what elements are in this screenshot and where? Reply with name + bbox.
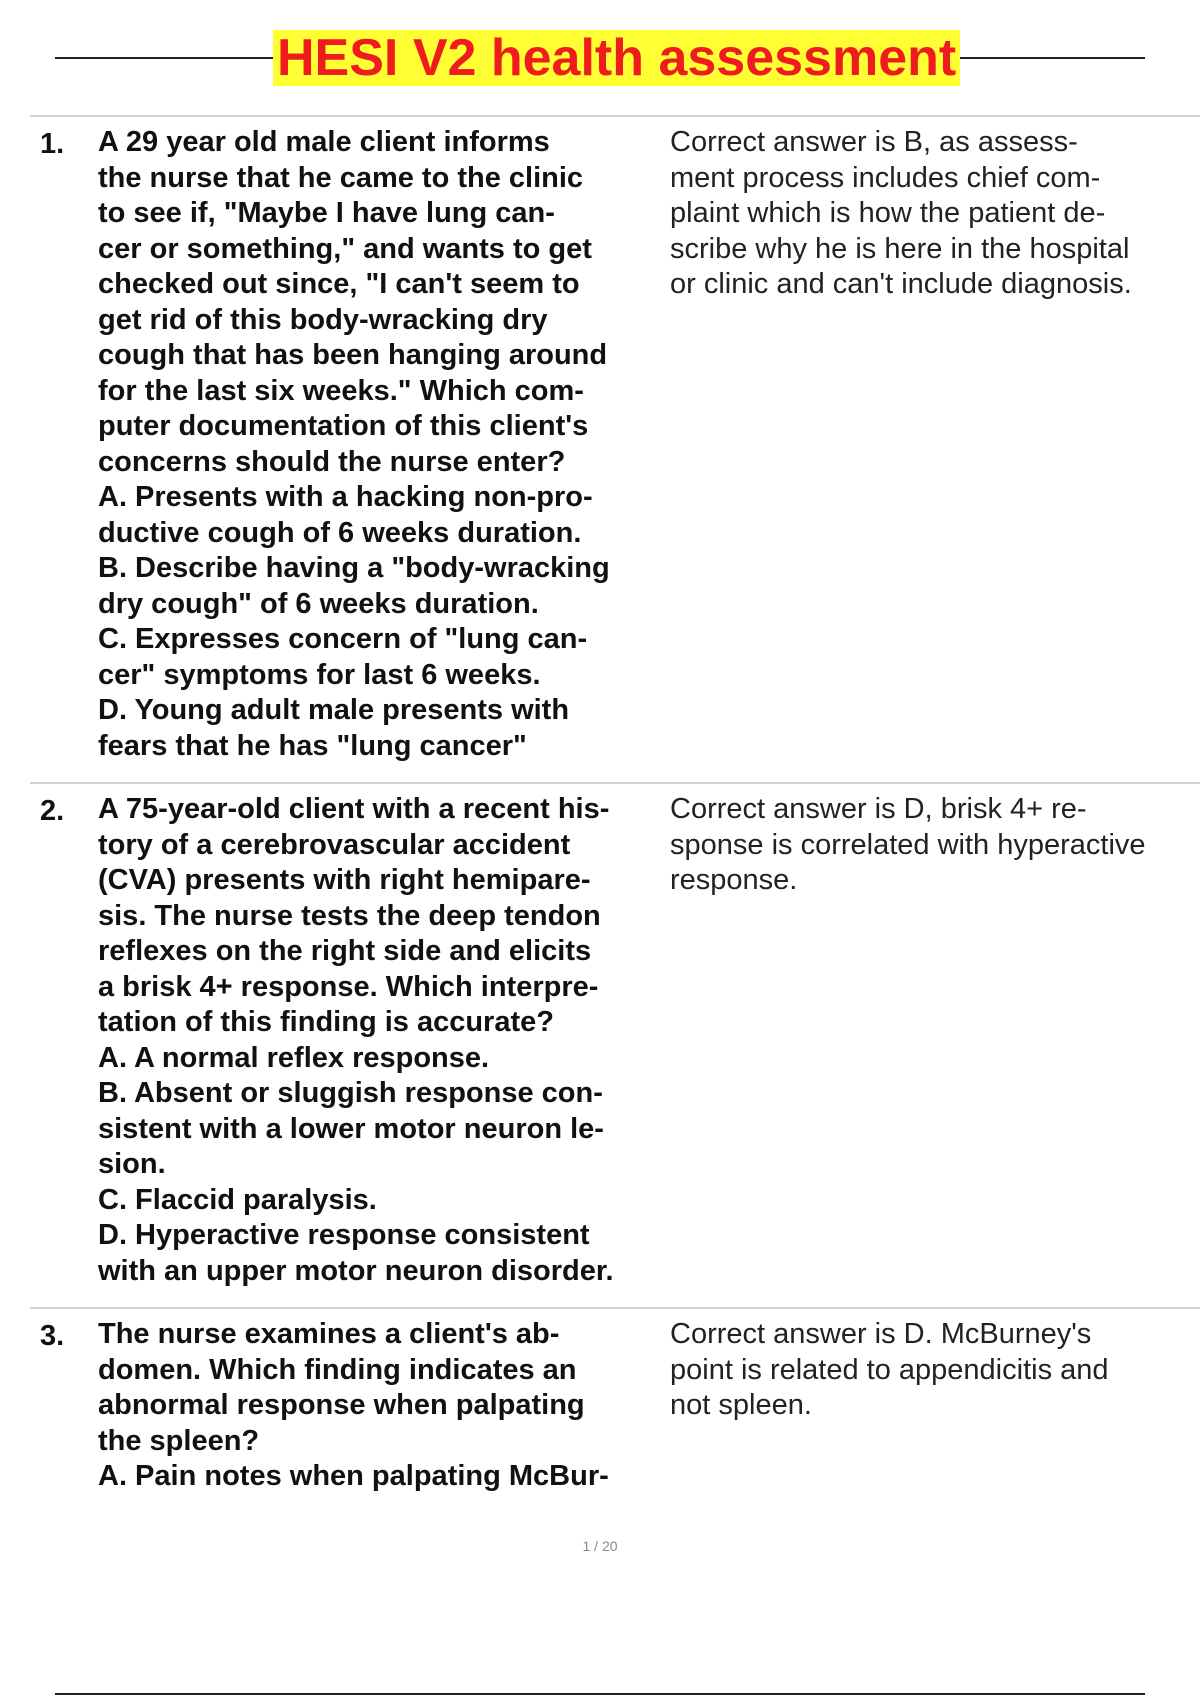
bottom-rule <box>55 1693 1145 1695</box>
title-row <box>55 30 1145 86</box>
answer-text: Correct answer is D, brisk 4+ re- sponse is correlated with hyperactive response. <box>670 793 1146 896</box>
answer-text: Correct answer is D. McBurney's point is related to appendicitis and not spleen. <box>670 1318 1109 1421</box>
question-number: 2. <box>40 795 65 827</box>
question-text: A 29 year old male client informs the nurse that he came to the clinic to see if, "Maybe I have lung can- cer or something," and wants to get checked out since, "I can't seem to get rid of this body-wracking dry cough that has been hanging around for the last six weeks." Which com- puter documentation of this client's concerns should the nurse enter? A. Presents with a hacking non-pro- ductive cough of 6 weeks duration. B. Describe having a "body-wracking dry cough" of 6 weeks duration. C. Expresses concern of "lung can- cer" symptoms for last 6 weeks. D. Young adult male presents with fears that he has "lung cancer" <box>98 126 610 762</box>
question-list <box>30 115 1200 1495</box>
question-number: 1. <box>40 128 65 160</box>
page-title: HESI V2 health assessment <box>273 30 960 86</box>
question-text: The nurse examines a client's ab- domen. Which finding indicates an abnormal response when palpating the spleen? A. Pain notes when palpating McBur- <box>98 1318 609 1492</box>
question-item-2 <box>30 782 1200 1307</box>
answer-text: Correct answer is B, as assess- ment process includes chief com- plaint which is how the patient de- scribe why he is here in the hospital or clinic and can't include diagnosis. <box>670 126 1132 300</box>
question-item-3 <box>30 1307 1200 1495</box>
question-number: 3. <box>40 1320 65 1352</box>
question-text: A 75-year-old client with a recent his- tory of a cerebrovascular accident (CVA) presents with right hemipare- sis. The nurse tests the deep tendon reflexes on the right side and elicits a brisk 4+ response. Which interpre- tation of this finding is accurate? A. A normal reflex response. B. Absent or sluggish response con- sistent with a lower motor neuron le- sion. C. Flaccid paralysis. D. Hyperactive response consistent with an upper motor neuron disorder. <box>98 793 614 1287</box>
question-item-1 <box>30 115 1200 782</box>
page-indicator: 1 / 20 <box>582 1538 618 1554</box>
